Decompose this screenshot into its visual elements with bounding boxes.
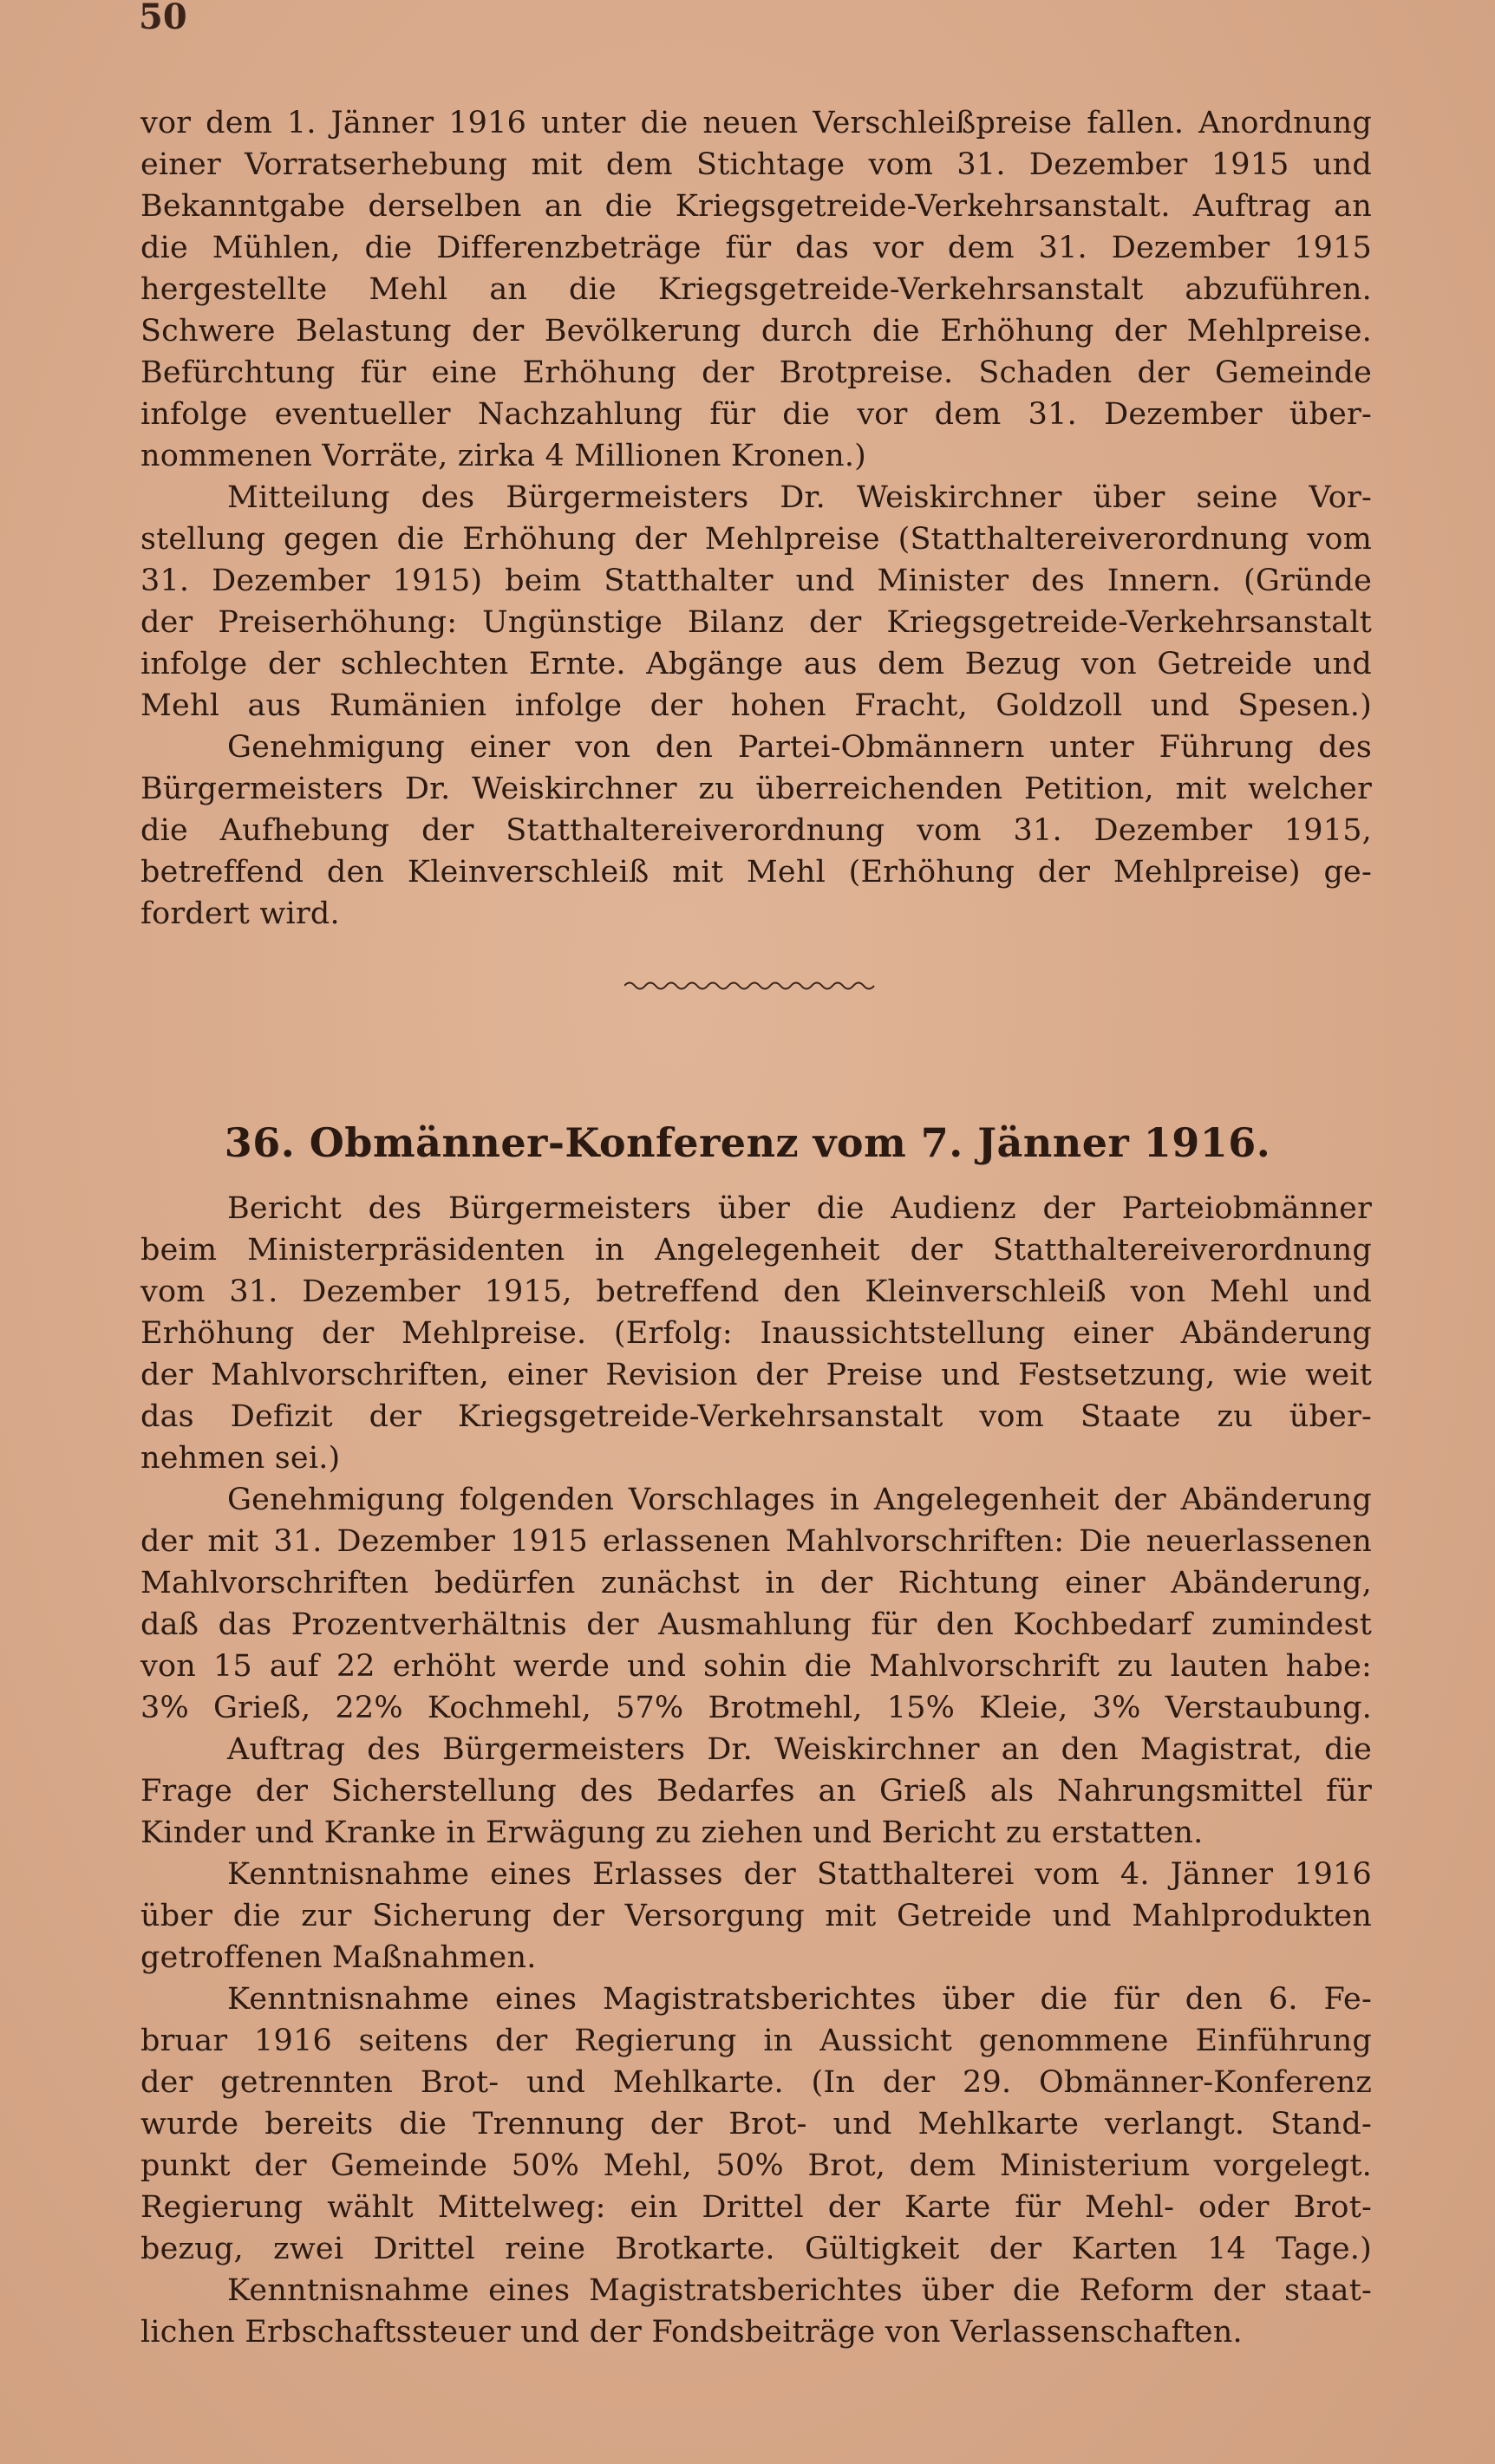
text-line: stellung gegen die Erhöhung der Mehlpreise (Statthaltereiverordnung vom [140,522,1372,557]
text-line: nommenen Vorräte, zirka 4 Millionen Kronen.) [140,439,867,473]
text-line: Mitteilung des Bürgermeisters Dr. Weiskirchner über seine Vor- [227,480,1372,515]
text-line: Frage der Sicherstellung des Bedarfes an Grieß als Nahrungsmittel für [140,1774,1372,1809]
text-line: infolge der schlechten Ernte. Abgänge aus dem Bezug von Getreide und [140,647,1372,681]
text-line: nehmen sei.) [140,1441,341,1476]
section-2-text [140,1188,1372,2353]
text-line: über die zur Sicherung der Versorgung mit Getreide und Mahlprodukten [140,1899,1372,1933]
text-line: getroffenen Maßnahmen. [140,1940,537,1975]
text-line: Bericht des Bürgermeisters über die Audienz der Parteiobmänner [227,1191,1372,1226]
text-line: Kinder und Kranke in Erwägung zu ziehen und Bericht zu erstatten. [140,1815,1204,1850]
text-line: 3% Grieß, 22% Kochmehl, 57% Brotmehl, 15% Kleie, 3% Verstaubung. [140,1691,1372,1725]
text-line: vom 31. Dezember 1915, betreffend den Kleinverschleiß von Mehl und [140,1274,1372,1309]
text-line: Kenntnisnahme eines Erlasses der Statthalterei vom 4. Jänner 1916 [227,1857,1372,1892]
text-line: bezug, zwei Drittel reine Brotkarte. Gültigkeit der Karten 14 Tage.) [140,2232,1372,2266]
text-line: Mehl aus Rumänien infolge der hohen Fracht, Goldzoll und Spesen.) [140,688,1372,723]
text-line: punkt der Gemeinde 50% Mehl, 50% Brot, dem Ministerium vorgelegt. [140,2148,1372,2183]
text-line: beim Ministerpräsidenten in Angelegenheit der Statthaltereiverordnung [140,1233,1372,1268]
text-line: die Aufhebung der Statthaltereiverordnung vom 31. Dezember 1915, [140,813,1372,848]
text-line: Schwere Belastung der Bevölkerung durch die Erhöhung der Mehlpreise. [140,314,1372,349]
text-line: Genehmigung einer von den Partei-Obmännern unter Führung des [227,730,1372,765]
wavy-divider [624,977,876,994]
text-line: hergestellte Mehl an die Kriegsgetreide-Verkehrsanstalt abzuführen. [140,272,1372,307]
text-line: vor dem 1. Jänner 1916 unter die neuen Verschleißpreise fallen. Anordnung [140,106,1372,140]
text-line: betreffend den Kleinverschleiß mit Mehl (Erhöhung der Mehlpreise) ge- [140,855,1372,890]
text-line: fordert wird. [140,896,340,931]
text-line: Auftrag des Bürgermeisters Dr. Weiskirchner an den Magistrat, die [227,1732,1372,1767]
text-line: Bürgermeisters Dr. Weiskirchner zu überreichenden Petition, mit welcher [140,772,1372,806]
text-line: das Defizit der Kriegsgetreide-Verkehrsanstalt vom Staate zu über- [140,1399,1372,1434]
page-number: 50 [139,0,187,37]
section-1-text [140,102,1372,935]
text-line: Bekanntgabe derselben an die Kriegsgetreide-Verkehrsanstalt. Auftrag an [140,189,1372,224]
text-line: Befürchtung für eine Erhöhung der Brotpreise. Schaden der Gemeinde [140,355,1372,390]
text-line: von 15 auf 22 erhöht werde und sohin die Mahlvorschrift zu lauten habe: [140,1649,1372,1684]
text-line: Regierung wählt Mittelweg: ein Drittel der Karte für Mehl- oder Brot- [140,2190,1372,2225]
text-line: der getrennten Brot- und Mehlkarte. (In der 29. Obmänner-Konferenz [140,2065,1372,2100]
text-line: daß das Prozentverhältnis der Ausmahlung für den Kochbedarf zumindest [140,1607,1372,1642]
text-line: die Mühlen, die Differenzbeträge für das vor dem 31. Dezember 1915 [140,231,1372,265]
text-line: infolge eventueller Nachzahlung für die vor dem 31. Dezember über- [140,397,1372,432]
text-line: der Mahlvorschriften, einer Revision der Preise und Festsetzung, wie weit [140,1358,1372,1392]
text-line: 31. Dezember 1915) beim Statthalter und Minister des Innern. (Gründe [140,564,1372,598]
text-line: bruar 1916 seitens der Regierung in Aussicht genommene Einführung [140,2024,1372,2058]
text-line: einer Vorratserhebung mit dem Stichtage vom 31. Dezember 1915 und [140,147,1372,182]
text-line: Genehmigung folgenden Vorschlages in Angelegenheit der Abänderung [227,1483,1372,1517]
text-line: Kenntnisnahme eines Magistratsberichtes über die für den 6. Fe- [227,1982,1372,2017]
text-line: lichen Erbschaftssteuer und der Fondsbeiträge von Verlassenschaften. [140,2315,1243,2350]
text-line: der mit 31. Dezember 1915 erlassenen Mahlvorschriften: Die neuerlassenen [140,1524,1372,1559]
text-line: Mahlvorschriften bedürfen zunächst in der Richtung einer Abänderung, [140,1566,1372,1600]
text-line: Erhöhung der Mehlpreise. (Erfolg: Inaussichtstellung einer Abänderung [140,1316,1372,1351]
section-heading: 36. Obmänner-Konferenz vom 7. Jänner 1916. [224,1119,1271,1166]
text-line: wurde bereits die Trennung der Brot- und Mehlkarte verlangt. Stand- [140,2107,1372,2141]
text-line: Kenntnisnahme eines Magistratsberichtes über die Reform der staat- [227,2273,1372,2308]
text-line: der Preiserhöhung: Ungünstige Bilanz der Kriegsgetreide-Verkehrsanstalt [140,605,1372,640]
